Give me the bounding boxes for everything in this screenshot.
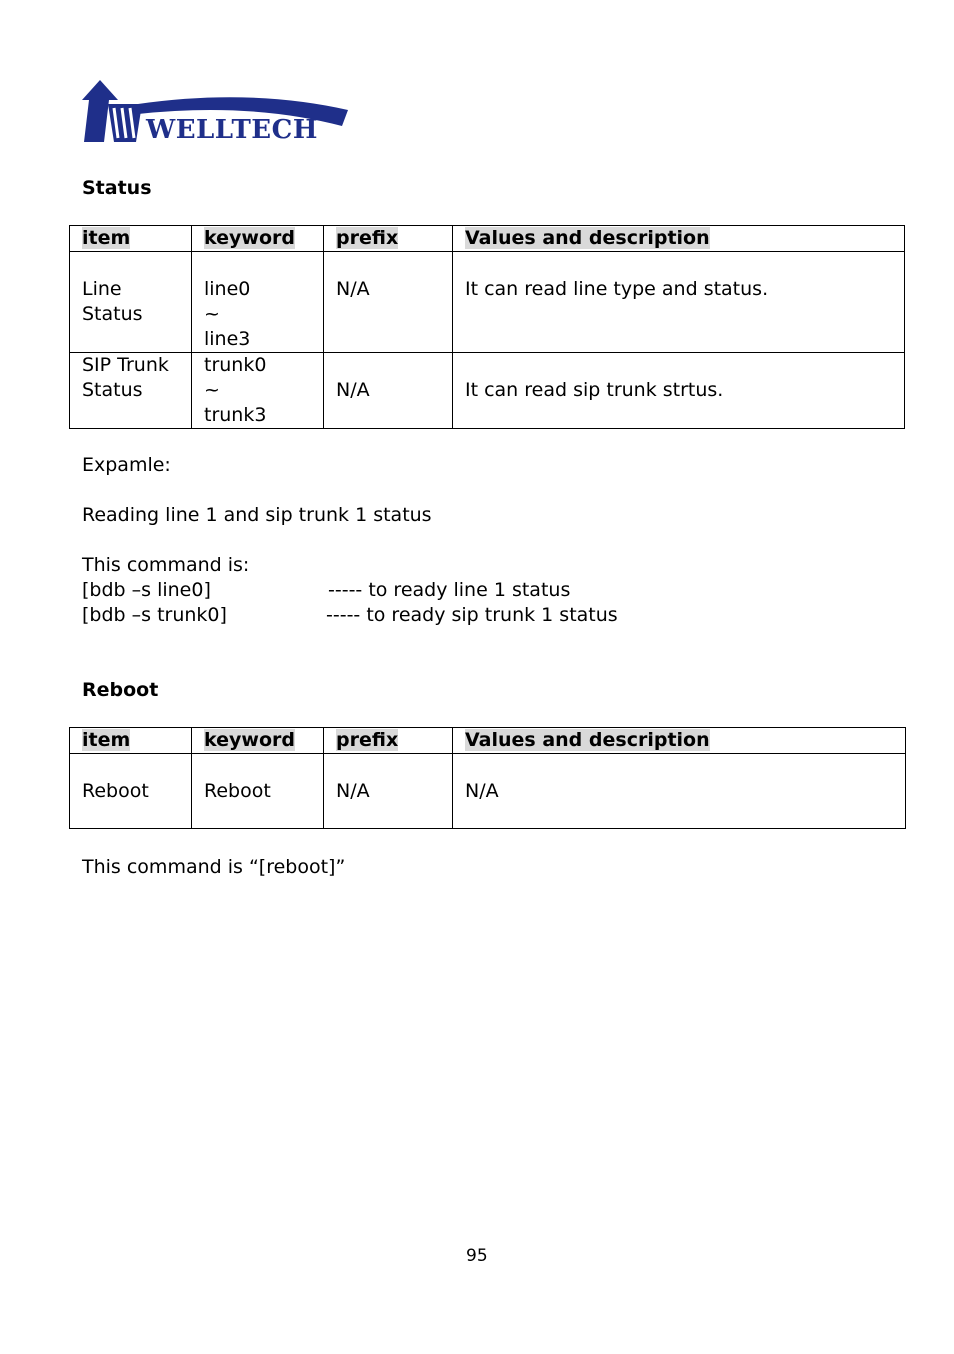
row-prefix: N/A xyxy=(336,379,370,401)
header-item: item xyxy=(82,729,131,751)
example-label: Expamle: xyxy=(82,454,171,476)
header-values: Values and description xyxy=(465,227,710,249)
command-line0-note: ----- to ready line 1 status xyxy=(328,579,571,601)
command-trunk0-note: ----- to ready sip trunk 1 status xyxy=(326,604,618,626)
row-keyword: Reboot xyxy=(204,780,271,802)
row-prefix: N/A xyxy=(336,780,370,802)
status-heading: Status xyxy=(82,177,152,199)
table-row xyxy=(70,754,906,829)
table-row xyxy=(70,252,905,353)
command-trunk0: [bdb –s trunk0] xyxy=(82,604,227,626)
row-item: Reboot xyxy=(82,780,149,802)
header-keyword: keyword xyxy=(204,227,295,249)
row-desc: N/A xyxy=(465,780,499,802)
command-line0: [bdb –s line0] xyxy=(82,579,211,601)
header-values: Values and description xyxy=(465,729,710,751)
row-prefix: N/A xyxy=(336,278,370,300)
header-prefix: prefix xyxy=(336,729,399,751)
command-intro: This command is: xyxy=(82,554,250,576)
reboot-table xyxy=(69,727,906,829)
row-desc: It can read sip trunk strtus. xyxy=(465,379,724,401)
page-number: 95 xyxy=(466,1246,488,1266)
status-table xyxy=(69,225,905,429)
row-keyword: trunk0 ~ trunk3 xyxy=(204,354,267,426)
row-keyword: line0 ~ line3 xyxy=(204,278,251,350)
logo-text: WELLTECH xyxy=(146,115,318,145)
table-row xyxy=(70,353,905,429)
header-keyword: keyword xyxy=(204,729,295,751)
status-table-header xyxy=(70,226,905,252)
header-item: item xyxy=(82,227,131,249)
row-item: Line Status xyxy=(82,278,143,325)
row-item: SIP Trunk Status xyxy=(82,354,169,401)
reboot-heading: Reboot xyxy=(82,679,159,701)
row-desc: It can read line type and status. xyxy=(465,278,769,300)
reboot-table-header xyxy=(70,728,906,754)
example-description: Reading line 1 and sip trunk 1 status xyxy=(82,504,432,526)
reboot-command-text: This command is “[reboot]” xyxy=(82,856,346,878)
header-prefix: prefix xyxy=(336,227,399,249)
welltech-logo xyxy=(80,80,352,146)
